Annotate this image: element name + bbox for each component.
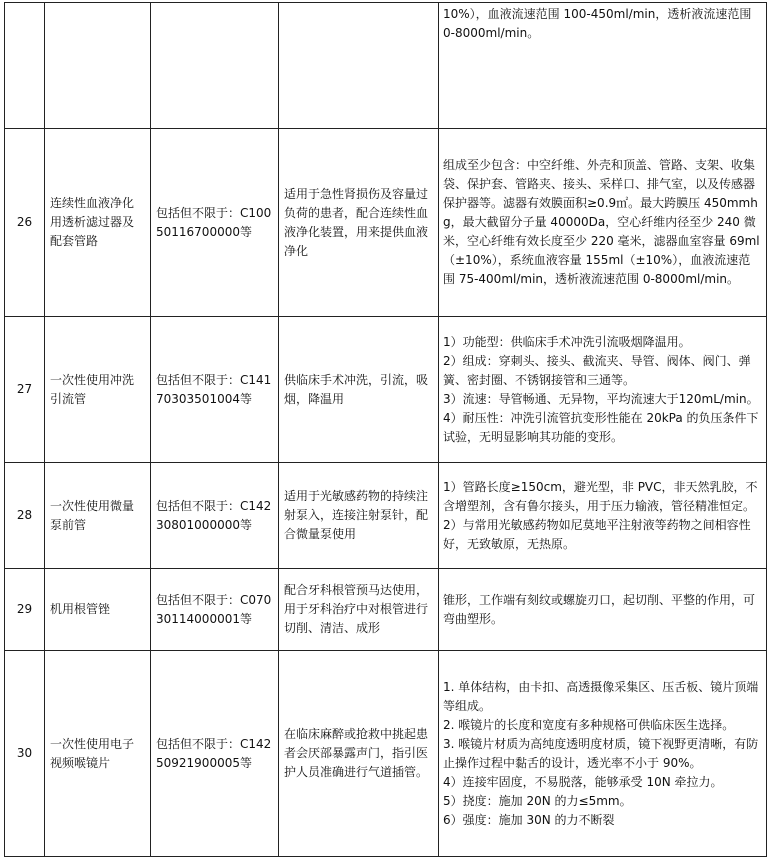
product-requirements — [439, 317, 767, 463]
product-scope: 包括但不限于：C10050116700000等 — [151, 129, 279, 317]
requirement-line: 3. 喉镜片材质为高纯度透明度材质，镜下视野更清晰，有防止操作过程中黏舌的设计，透光率不小于 90%。 — [443, 736, 759, 770]
requirement-line: 4）连接牢固度，不易脱落，能够承受 10N 牵拉力。 — [443, 774, 723, 789]
table-row — [5, 463, 767, 569]
table-row — [5, 651, 767, 857]
product-requirements — [439, 129, 767, 317]
product-name: 一次性使用微量泵前管 — [45, 463, 151, 569]
requirement-line: 6）强度：施加 30N 的力不断裂 — [443, 812, 615, 827]
product-requirements — [439, 569, 767, 651]
requirement-line: 1. 单体结构，由卡扣、高透摄像采集区、压舌板、镜片顶端等组成。 — [443, 679, 759, 713]
product-use: 在临床麻醉或抢救中挑起患者会厌部暴露声门，指引医护人员准确进行气道插管。 — [279, 651, 439, 857]
row-number: 28 — [5, 463, 45, 569]
table-row — [5, 317, 767, 463]
product-requirements — [439, 651, 767, 857]
table-row — [5, 569, 767, 651]
requirement-line: 5）挠度：施加 20N 的力≤5mm。 — [443, 793, 632, 808]
product-name: 一次性使用冲洗引流管 — [45, 317, 151, 463]
row-number — [5, 3, 45, 129]
product-use: 供临床手术冲洗，引流，吸烟，降温用 — [279, 317, 439, 463]
requirement-line: 2. 喉镜片的长度和宽度有多种规格可供临床医生选择。 — [443, 717, 735, 732]
product-scope: 包括但不限于：C14250921900005等 — [151, 651, 279, 857]
product-use — [279, 3, 439, 129]
row-number: 26 — [5, 129, 45, 317]
product-scope: 包括但不限于：C07030114000001等 — [151, 569, 279, 651]
row-number: 29 — [5, 569, 45, 651]
product-use: 适用于急性肾损伤及容量过负荷的患者，配合连续性血液净化装置，用来提供血液净化 — [279, 129, 439, 317]
product-scope — [151, 3, 279, 129]
product-name: 一次性使用电子视频喉镜片 — [45, 651, 151, 857]
product-name: 机用根管锉 — [45, 569, 151, 651]
requirement-line: 4）耐压性：冲洗引流管抗变形性能在 20kPa 的负压条件下试验，无明显影响其功能的变形。 — [443, 410, 759, 444]
table-row — [5, 3, 767, 129]
requirement-line: 10%），血液流速范围 100-450ml/min，透析液流速范围 0-8000ml/min。 — [443, 7, 752, 40]
requirement-line: 锥形，工作端有刻纹或螺旋刃口，起切削、平整的作用，可弯曲塑形。 — [443, 592, 756, 626]
requirement-line: 组成至少包含：中空纤维、外壳和顶盖、管路、支架、收集袋、保护套、管路夹、接头、采样口、排气室，以及传感器保护器等。滤器有效膜面积≥0.9㎡。最大跨膜压 450mmhg，最大截留分子量 40000Da，空心纤维内径至少 240 微米，空心纤维有效长度至少 220 毫米，滤器血室容量 69ml（±10%），系统血液容量 155ml（±10%），血液流速范围 75-400ml/min，透析液流速范围 0-8000ml/min。 — [443, 158, 760, 286]
row-number: 30 — [5, 651, 45, 857]
product-spec-table — [4, 2, 767, 857]
requirement-line: 2）与常用光敏感药物如尼莫地平注射液等药物之间相容性好，无致敏原，无热原。 — [443, 517, 751, 551]
requirement-line: 3）流速：导管畅通、无异物，平均流速大于120mL/min。 — [443, 391, 759, 406]
product-requirements — [439, 463, 767, 569]
product-name — [45, 3, 151, 129]
product-name: 连续性血液净化用透析滤过器及配套管路 — [45, 129, 151, 317]
requirement-line: 1）功能型：供临床手术冲洗引流吸烟降温用。 — [443, 334, 691, 349]
requirement-line: 2）组成：穿刺头、接头、截流夹、导管、阀体、阀门、弹簧、密封圈、不锈钢接管和三通等。 — [443, 353, 751, 387]
product-requirements — [439, 3, 767, 129]
row-number: 27 — [5, 317, 45, 463]
product-use: 配合牙科根管预马达使用，用于牙科治疗中对根管进行切削、清洁、成形 — [279, 569, 439, 651]
product-use: 适用于光敏感药物的持续注射泵入，连接注射泵针，配合微量泵使用 — [279, 463, 439, 569]
product-scope: 包括但不限于：C14170303501004等 — [151, 317, 279, 463]
table-row — [5, 129, 767, 317]
requirement-line: 1）管路长度≥150cm，避光型，非 PVC，非天然乳胶，不含增塑剂，含有鲁尔接头，用于压力输液，管径精准恒定。 — [443, 479, 758, 513]
product-scope: 包括但不限于：C14230801000000等 — [151, 463, 279, 569]
